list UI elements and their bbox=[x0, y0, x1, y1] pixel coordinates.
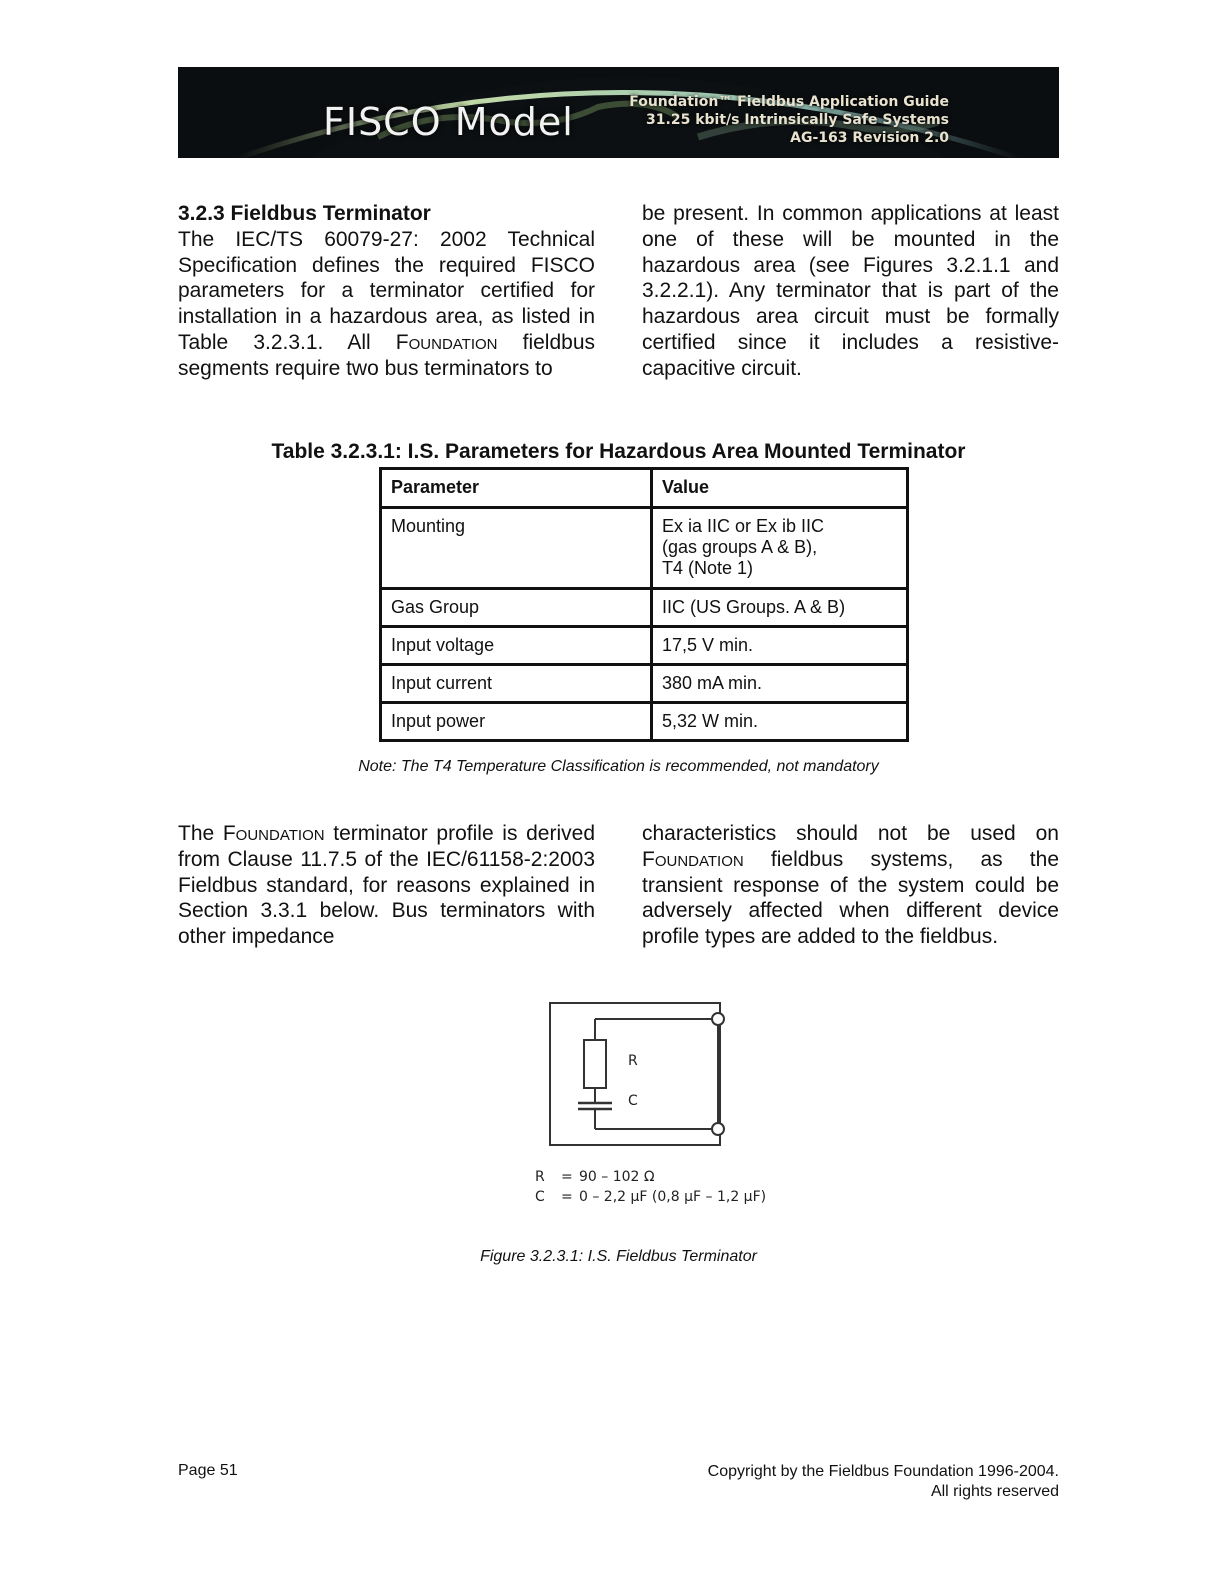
section-right-text: be present. In common applications at least one of these will be mounted in the hazardous area (see Figures 3.2.1.1 and 3.2.2.1). Any terminator that is part of the hazardous area circuit must be formally certified since it includes a resistive-capacitive circuit. bbox=[642, 202, 1059, 380]
guide-line-2: 31.25 kbit/s Intrinsically Safe Systems bbox=[646, 112, 949, 128]
figure-caption: Figure 3.2.3.1: I.S. Fieldbus Terminator bbox=[480, 1248, 757, 1265]
table-cell-param: Input current bbox=[381, 665, 652, 703]
table-cell-value: 380 mA min. bbox=[652, 665, 908, 703]
legend-row-c: C = 0 – 2,2 µF (0,8 µF – 1,2 µF) bbox=[535, 1189, 767, 1205]
capacitor-label: C bbox=[628, 1093, 638, 1109]
page-number: Page 51 bbox=[178, 1462, 238, 1479]
table-cell-value: IIC (US Groups. A & B) bbox=[652, 589, 908, 627]
section-heading: 3.2.3 Fieldbus Terminator bbox=[178, 202, 431, 225]
copyright-line-1: Copyright by the Fieldbus Foundation 1996-2004. bbox=[707, 1463, 1059, 1480]
table-cell-param: Input voltage bbox=[381, 627, 652, 665]
table-cell-param: Mounting bbox=[381, 508, 652, 589]
table-cell-value: Ex ia IIC or Ex ib IIC (gas groups A & B), T4 (Note 1) bbox=[652, 508, 908, 589]
table-cell-value: 5,32 W min. bbox=[652, 703, 908, 741]
table-header-parameter: Parameter bbox=[381, 469, 652, 508]
banner-title: FISCO Model bbox=[323, 100, 574, 144]
parameters-table bbox=[379, 467, 909, 742]
body-right-text: characteristics should not be used on Foundation fieldbus systems, as the transient response of the system could be adversely affected when different device profile types are added to the fieldbus. bbox=[642, 822, 1059, 949]
table-row bbox=[381, 703, 908, 741]
section-left-text: The IEC/TS 60079-27: 2002 Technical Specification defines the required FISCO parameters for a terminator certified for installation in a hazardous area, as listed in Table 3.2.3.1. All Foundation fieldbus segments require two bus terminators to bbox=[178, 227, 595, 380]
legend-row-r: R = 90 – 102 Ω bbox=[535, 1169, 655, 1185]
table-cell-value: 17,5 V min. bbox=[652, 627, 908, 665]
resistor-label: R bbox=[628, 1053, 638, 1069]
resistor-symbol bbox=[584, 1040, 606, 1088]
banner-guide-info bbox=[629, 93, 949, 147]
table-row bbox=[381, 589, 908, 627]
header-banner bbox=[178, 67, 1059, 158]
table-row bbox=[381, 508, 908, 589]
circuit-outer-box bbox=[550, 1003, 720, 1145]
table-row bbox=[381, 627, 908, 665]
body-right-column bbox=[642, 821, 1059, 950]
table-header-value: Value bbox=[652, 469, 908, 508]
table-cell-param: Input power bbox=[381, 703, 652, 741]
copyright-line-2: All rights reserved bbox=[930, 1483, 1059, 1500]
section-right-column bbox=[642, 201, 1059, 382]
table-caption: Table 3.2.3.1: I.S. Parameters for Hazardous Area Mounted Terminator bbox=[271, 440, 966, 463]
body-left-column bbox=[178, 821, 595, 950]
guide-line-3: AG-163 Revision 2.0 bbox=[790, 130, 949, 146]
table-header-row bbox=[381, 469, 908, 508]
guide-line-1: Foundation™ Fieldbus Application Guide bbox=[629, 94, 949, 110]
terminal-top bbox=[712, 1013, 724, 1025]
table-row bbox=[381, 665, 908, 703]
figure-legend bbox=[535, 1167, 766, 1207]
terminal-bottom bbox=[712, 1123, 724, 1135]
copyright-notice bbox=[708, 1462, 1059, 1502]
table-cell-param: Gas Group bbox=[381, 589, 652, 627]
table-note: Note: The T4 Temperature Classification is recommended, not mandatory bbox=[358, 758, 879, 775]
terminator-circuit-diagram bbox=[520, 995, 750, 1155]
section-left-column bbox=[178, 201, 595, 382]
body-left-text: The Foundation terminator profile is derived from Clause 11.7.5 of the IEC/61158-2:2003 Fieldbus standard, for reasons explained in Section 3.3.1 below. Bus terminators with other impedance bbox=[178, 822, 595, 949]
